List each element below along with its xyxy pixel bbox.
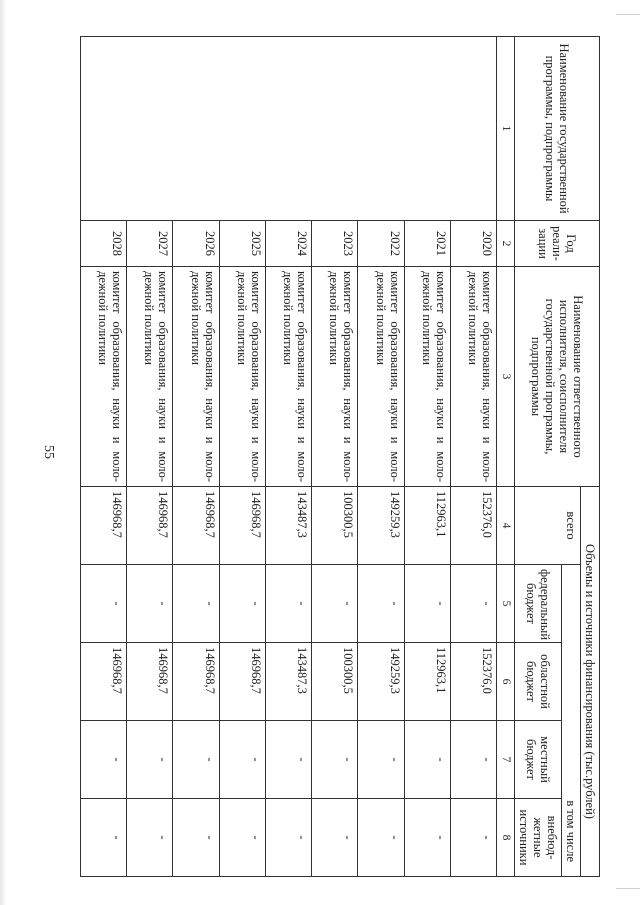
- column-number: 2: [497, 221, 515, 267]
- local-cell: -: [450, 721, 496, 799]
- header-including: в том числе: [562, 565, 581, 877]
- total-cell: 146968,7: [219, 487, 265, 565]
- header-year: Год реали-зации: [515, 221, 600, 267]
- funding-table: [80, 36, 600, 877]
- column-number: 3: [497, 267, 515, 487]
- local-cell: -: [127, 721, 173, 799]
- header-local: местный бюджет: [515, 721, 562, 799]
- header-funding: Объемы и источники финансирования (тыс.рублей): [581, 487, 600, 877]
- column-number: 8: [497, 799, 515, 877]
- year-cell: 2020: [450, 221, 496, 267]
- total-cell: 143487,3: [265, 487, 311, 565]
- local-cell: -: [81, 721, 127, 799]
- column-number: 6: [497, 643, 515, 721]
- extrabudget-cell: -: [404, 799, 450, 877]
- total-cell: 100300,5: [312, 487, 358, 565]
- regional-cell: 112963,1: [404, 643, 450, 721]
- regional-cell: 100300,5: [312, 643, 358, 721]
- executor-cell: комитет образования, науки и моло-дежной политики: [450, 267, 496, 487]
- executor-cell: комитет образования, науки и моло-дежной политики: [312, 267, 358, 487]
- regional-cell: 143487,3: [265, 643, 311, 721]
- regional-cell: 146968,7: [81, 643, 127, 721]
- total-cell: 152376,0: [450, 487, 496, 565]
- executor-cell: комитет образования, науки и моло-дежной политики: [358, 267, 404, 487]
- executor-cell: комитет образования, науки и моло-дежной политики: [173, 267, 219, 487]
- federal-cell: -: [312, 565, 358, 643]
- local-cell: -: [312, 721, 358, 799]
- federal-cell: -: [404, 565, 450, 643]
- header-extrabudget: внебюд-жетные источники: [515, 799, 562, 877]
- executor-cell: комитет образования, науки и моло-дежной политики: [265, 267, 311, 487]
- year-cell: 2027: [127, 221, 173, 267]
- year-cell: 2022: [358, 221, 404, 267]
- header-executor: Наименование ответственного исполнителя, соисполнителя государственной программы, подпрограммы: [515, 267, 600, 487]
- local-cell: -: [404, 721, 450, 799]
- year-cell: 2024: [265, 221, 311, 267]
- column-number: 7: [497, 721, 515, 799]
- extrabudget-cell: -: [358, 799, 404, 877]
- scan-artifact-line: [616, 888, 640, 889]
- year-cell: 2025: [219, 221, 265, 267]
- total-cell: 112963,1: [404, 487, 450, 565]
- local-cell: -: [173, 721, 219, 799]
- total-cell: 146968,7: [127, 487, 173, 565]
- federal-cell: -: [265, 565, 311, 643]
- extrabudget-cell: -: [219, 799, 265, 877]
- executor-cell: комитет образования, науки и моло-дежной политики: [404, 267, 450, 487]
- extrabudget-cell: -: [127, 799, 173, 877]
- local-cell: -: [358, 721, 404, 799]
- header-total: всего: [515, 487, 581, 565]
- table-row: [450, 37, 496, 877]
- federal-cell: -: [358, 565, 404, 643]
- header-federal: федеральный бюджет: [515, 565, 562, 643]
- program-name-cell: [81, 37, 497, 221]
- year-cell: 2028: [81, 221, 127, 267]
- header-row-1: [581, 37, 600, 877]
- regional-cell: 146968,7: [173, 643, 219, 721]
- executor-cell: комитет образования, науки и моло-дежной политики: [219, 267, 265, 487]
- local-cell: -: [219, 721, 265, 799]
- federal-cell: -: [81, 565, 127, 643]
- extrabudget-cell: -: [312, 799, 358, 877]
- header-regional: областной бюджет: [515, 643, 562, 721]
- scan-artifact-line: [616, 14, 640, 15]
- extrabudget-cell: -: [173, 799, 219, 877]
- regional-cell: 146968,7: [127, 643, 173, 721]
- regional-cell: 149259,3: [358, 643, 404, 721]
- total-cell: 149259,3: [358, 487, 404, 565]
- column-number: 1: [497, 37, 515, 221]
- page-number: 55: [41, 445, 56, 459]
- federal-cell: -: [173, 565, 219, 643]
- year-cell: 2021: [404, 221, 450, 267]
- column-number-row: [497, 37, 515, 877]
- federal-cell: -: [127, 565, 173, 643]
- extrabudget-cell: -: [265, 799, 311, 877]
- column-number: 4: [497, 487, 515, 565]
- funding-table-rotated: [80, 36, 600, 876]
- federal-cell: -: [219, 565, 265, 643]
- extrabudget-cell: -: [81, 799, 127, 877]
- executor-cell: комитет образования, науки и моло-дежной политики: [127, 267, 173, 487]
- regional-cell: 146968,7: [219, 643, 265, 721]
- year-cell: 2023: [312, 221, 358, 267]
- executor-cell: комитет образования, науки и моло-дежной политики: [81, 267, 127, 487]
- federal-cell: -: [450, 565, 496, 643]
- column-number: 5: [497, 565, 515, 643]
- extrabudget-cell: -: [450, 799, 496, 877]
- total-cell: 146968,7: [81, 487, 127, 565]
- scan-edge-shadow: [0, 0, 6, 905]
- regional-cell: 152376,0: [450, 643, 496, 721]
- local-cell: -: [265, 721, 311, 799]
- total-cell: 146968,7: [173, 487, 219, 565]
- year-cell: 2026: [173, 221, 219, 267]
- header-program-name: Наименование государственной программы, подпрограммы: [515, 37, 600, 221]
